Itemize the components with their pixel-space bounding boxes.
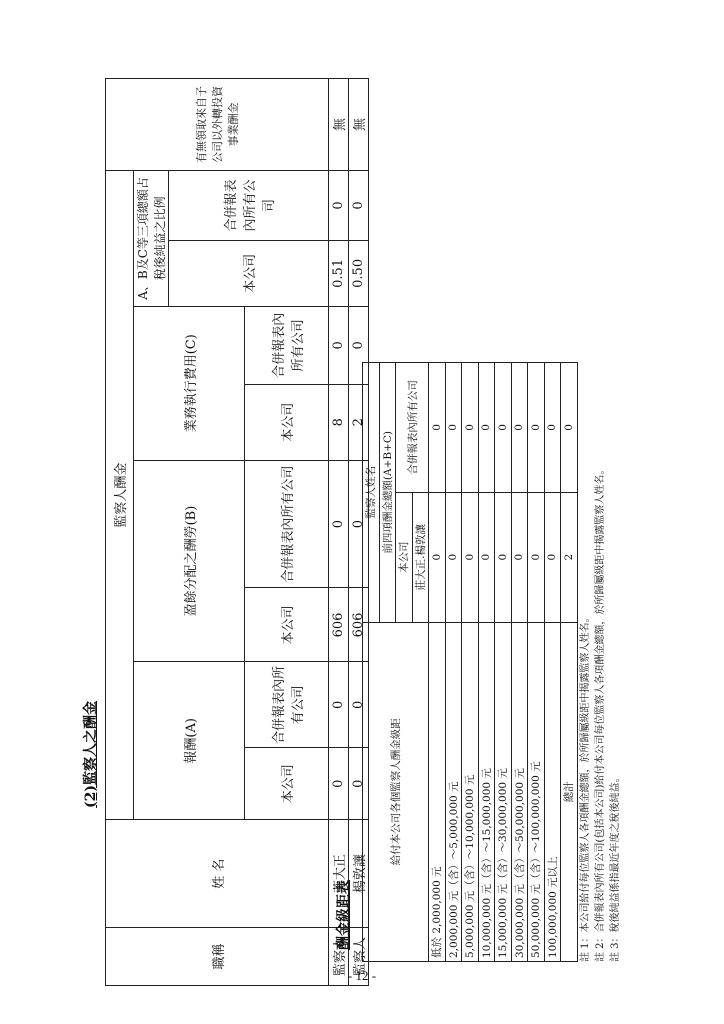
row-range: 15,000,000 元（含）～30,000,000 元: [495, 622, 512, 961]
header-c-consol: 合併報表內所有公司: [245, 306, 329, 384]
row-a-consol: 0: [349, 662, 369, 748]
row-other-income: 無: [329, 79, 349, 171]
total-label: 總計: [561, 622, 578, 961]
table-row: [429, 363, 446, 962]
table-row: [544, 363, 561, 962]
rotated-page-content: [0, 20, 724, 1000]
table-row: [329, 79, 349, 986]
row-title: 監察人: [329, 928, 349, 986]
compensation-bracket-table: [362, 362, 578, 962]
table-row: [495, 363, 512, 962]
header-a-company: 本公司: [245, 748, 329, 820]
row-title: 監察人: [349, 928, 369, 986]
row-a-consol: 0: [329, 662, 349, 748]
row-company: 0: [511, 492, 528, 622]
row-range: 50,000,000 元（含）～100,000,000 元: [528, 622, 545, 961]
header-b-company: 本公司: [245, 588, 329, 662]
row-name: 莊大正: [329, 820, 349, 928]
row-b-company: 606: [349, 588, 369, 662]
row-consol: 0: [478, 363, 495, 493]
header-ratio-consol: 合併報表內所有公司: [169, 170, 329, 240]
supervisor-compensation-table: [105, 78, 369, 986]
row-b-company: 606: [329, 588, 349, 662]
row-range: 10,000,000 元（含）～15,000,000 元: [478, 622, 495, 961]
header-company: 本公司: [396, 492, 413, 622]
row-b-consol: 0: [349, 460, 369, 588]
header-a-consol: 合併報表內所有公司: [245, 662, 329, 748]
row-name: 楊敦讓: [349, 820, 369, 928]
row-range: 30,000,000 元（含）～50,000,000 元: [511, 622, 528, 961]
header-names: 莊大正.楊敦讓: [412, 492, 429, 622]
row-ratio-company: 0.50: [349, 240, 369, 306]
table-row: [445, 363, 462, 962]
row-c-consol: 0: [329, 306, 349, 384]
header-c: 業務執行費用(C): [134, 306, 245, 460]
section-title: (2)監察人之酬金: [83, 701, 99, 808]
row-company: 0: [462, 492, 479, 622]
bracket-title: 酬金級距表: [336, 880, 352, 950]
row-ratio-consol: 0: [329, 170, 349, 240]
row-c-consol: 0: [349, 306, 369, 384]
header-ratio-company: 本公司: [169, 240, 329, 306]
header-b-consol: 合併報表內所有公司: [245, 460, 329, 588]
row-company: 0: [495, 492, 512, 622]
table-row: [462, 363, 479, 962]
row-range: 2,000,000 元（含）～5,000,000 元: [445, 622, 462, 961]
row-company: 0: [528, 492, 545, 622]
row-c-company: 8: [329, 384, 349, 460]
header-a: 報酬(A): [134, 662, 245, 820]
row-other-income: 無: [349, 79, 369, 171]
row-range: 5,000,000 元（含）～10,000,000 元: [462, 622, 479, 961]
row-a-company: 0: [349, 748, 369, 820]
header-title: 職稱: [106, 928, 329, 986]
footnote-2: 註 2：合併報表內所有公司(包括本公司)給付本公司每位監察人各項酬金總額，於所歸屬級距中揭露監察人姓名。: [595, 464, 606, 962]
header-other-income: 有無領取來自子公司以外轉投資事業酬金: [106, 79, 329, 171]
header-b: 盈餘分配之酬勞(B): [134, 460, 245, 662]
header-total: 前四項酬金總額(A+B+C): [379, 363, 396, 623]
table-row-total: [561, 363, 578, 962]
footnote-3: 註 3：稅後純益係指最近年度之稅後純益。: [610, 772, 621, 962]
row-consol: 0: [445, 363, 462, 493]
total-company: 2: [561, 492, 578, 622]
page-number: - 12 -: [347, 968, 377, 983]
header-supervisor-name: 監察人姓名: [363, 363, 380, 623]
row-ratio-consol: 0: [349, 170, 369, 240]
row-ratio-company: 0.51: [329, 240, 349, 306]
header-ratio: A、B及C等三項總額占稅後純益之比例: [134, 170, 169, 306]
total-consol: 0: [561, 363, 578, 493]
row-a-company: 0: [329, 748, 349, 820]
header-group: 監察人酬金: [106, 170, 134, 819]
table-row: [511, 363, 528, 962]
row-company: 0: [478, 492, 495, 622]
row-consol: 0: [544, 363, 561, 493]
footnote-1: 註 1：本公司給付每位監察人各項酬金總額，於所歸屬級距中揭露監察人姓名。: [580, 612, 591, 962]
header-c-company: 本公司: [245, 384, 329, 460]
row-b-consol: 0: [329, 460, 349, 588]
row-company: 0: [544, 492, 561, 622]
table-row: [478, 363, 495, 962]
row-consol: 0: [511, 363, 528, 493]
footnotes: [578, 465, 623, 962]
row-consol: 0: [462, 363, 479, 493]
row-consol: 0: [528, 363, 545, 493]
row-c-company: 2: [349, 384, 369, 460]
row-range: 低於 2,000,000 元: [429, 622, 446, 961]
header-range: 給付本公司各個監察人酬金級距: [363, 622, 429, 961]
row-consol: 0: [495, 363, 512, 493]
header-name: 姓 名: [106, 820, 329, 928]
row-range: 100,000,000 元以上: [544, 622, 561, 961]
row-consol: 0: [429, 363, 446, 493]
table-row: [528, 363, 545, 962]
header-consol: 合併報表內所有公司: [396, 363, 429, 493]
row-company: 0: [429, 492, 446, 622]
row-company: 0: [445, 492, 462, 622]
